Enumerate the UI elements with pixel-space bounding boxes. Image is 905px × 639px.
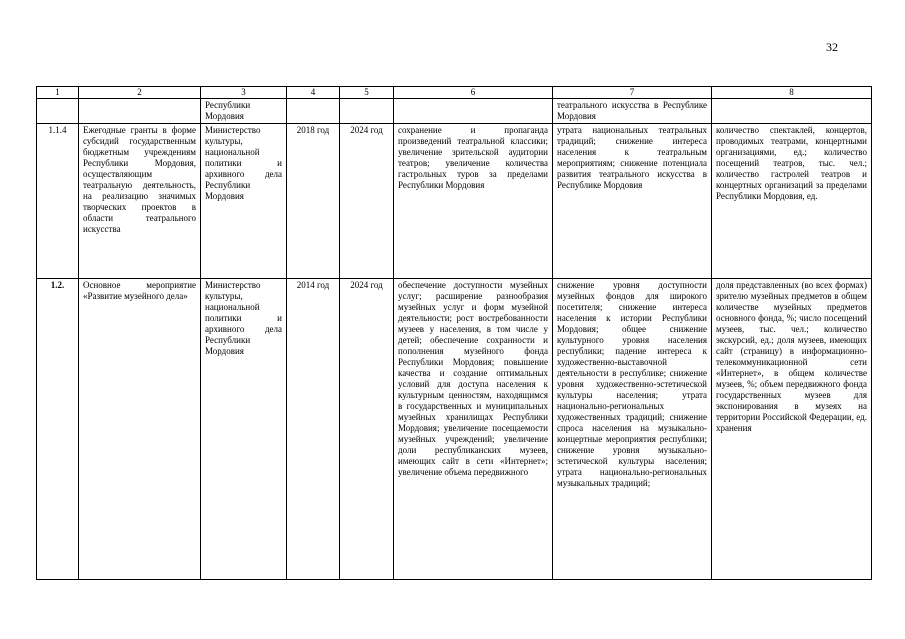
measure-name: Ежегодные гранты в форме субсидий государственным бюджетным учреждениям Республики Мордовия, осуществляющим театральную деятельность, на реализацию значимых творческих проектов в области театрального искусства	[79, 124, 201, 279]
start-year: 2014 год	[287, 279, 340, 580]
consequences: театрального искусства в Республике Мордовия	[553, 99, 712, 124]
header-cell: 7	[553, 87, 712, 99]
measure-name: Основное мероприятие «Развитие музейного дела»	[79, 279, 201, 580]
table-row	[37, 99, 872, 124]
start-year: 2018 год	[287, 124, 340, 279]
program-table	[36, 86, 872, 580]
header-cell: 3	[201, 87, 287, 99]
table-row	[37, 124, 872, 279]
header-cell: 4	[287, 87, 340, 99]
expected-result: обеспечение доступности музейных услуг; расширение разнообразия музейных услуг и форм музейной деятельности; рост востребованности музеев у населения, в том числе у детей; обеспечение сохранности и пополнения музейного фонда Республики Мордовия; повышение качества и создание оптимальных условий для доступа населения к культурным ценностям, находящимся в государственных и муниципальных музейных хранилищах Республики Мордовия; увеличение посещаемости музейных учреждений; увеличение доли республиканских музеев, имеющих сайт в сети «Интернет»; увеличение объема передвижного	[394, 279, 553, 580]
indicators: доля представленных (во всех формах) зрителю музейных предметов в общем количестве музейных предметов основного фонда, %; число посещений музеев, тыс. чел.; количество экскурсий, ед.; доля музеев, имеющих сайт (страницу) в информационно-телекоммуникационной сети «Интернет», в общем количестве музеев, %; объем передвижного фонда государственных музеев для экспонирования в музеях на территории Российской Федерации, ед. хранения	[712, 279, 872, 580]
executor: Республики Мордовия	[201, 99, 287, 124]
end-year	[340, 99, 394, 124]
start-year	[287, 99, 340, 124]
page-number: 32	[826, 40, 838, 54]
measure-name	[79, 99, 201, 124]
indicators: количество спектаклей, концертов, проводимых театрами, концертными организациями, ед.; количество посещений театров, тыс. чел.; количество гастролей театров и концертных организаций за пределами Республики Мордовия, ед.	[712, 124, 872, 279]
indicators	[712, 99, 872, 124]
end-year: 2024 год	[340, 124, 394, 279]
executor: Министерство культуры, национальной политики и архивного дела Республики Мордовия	[201, 124, 287, 279]
header-cell: 8	[712, 87, 872, 99]
consequences: снижение уровня доступности музейных фондов для широкого посетителя; снижение интереса населения к истории Республики Мордовия; общее снижение культурного уровня населения республики; падение интереса к художественно-выставочной деятельности в республике; снижение уровня художественно-эстетической культуры населения; утрата национально-региональных художественных традиций; снижение спроса населения на музыкально-концертные мероприятия республики; снижение уровня музыкально-эстетической культуры населения; утрата национально-региональных музыкальных традиций;	[553, 279, 712, 580]
header-cell: 5	[340, 87, 394, 99]
header-cell: 1	[37, 87, 79, 99]
item-number	[37, 99, 79, 124]
header-cell: 6	[394, 87, 553, 99]
item-number: 1.2.	[37, 279, 79, 580]
header-cell: 2	[79, 87, 201, 99]
expected-result	[394, 99, 553, 124]
end-year: 2024 год	[340, 279, 394, 580]
executor: Министерство культуры, национальной политики и архивного дела Республики Мордовия	[201, 279, 287, 580]
item-number: 1.1.4	[37, 124, 79, 279]
expected-result: сохранение и пропаганда произведений театральной классики; увеличение зрительской аудитории театров; увеличение количества гастрольных туров за пределами Республики Мордовия	[394, 124, 553, 279]
table-row	[37, 279, 872, 580]
header-row	[37, 87, 872, 99]
consequences: утрата национальных театральных традиций; снижение интереса населения к театральным мероприятиям; снижение потенциала развития театрального искусства в Республике Мордовия	[553, 124, 712, 279]
